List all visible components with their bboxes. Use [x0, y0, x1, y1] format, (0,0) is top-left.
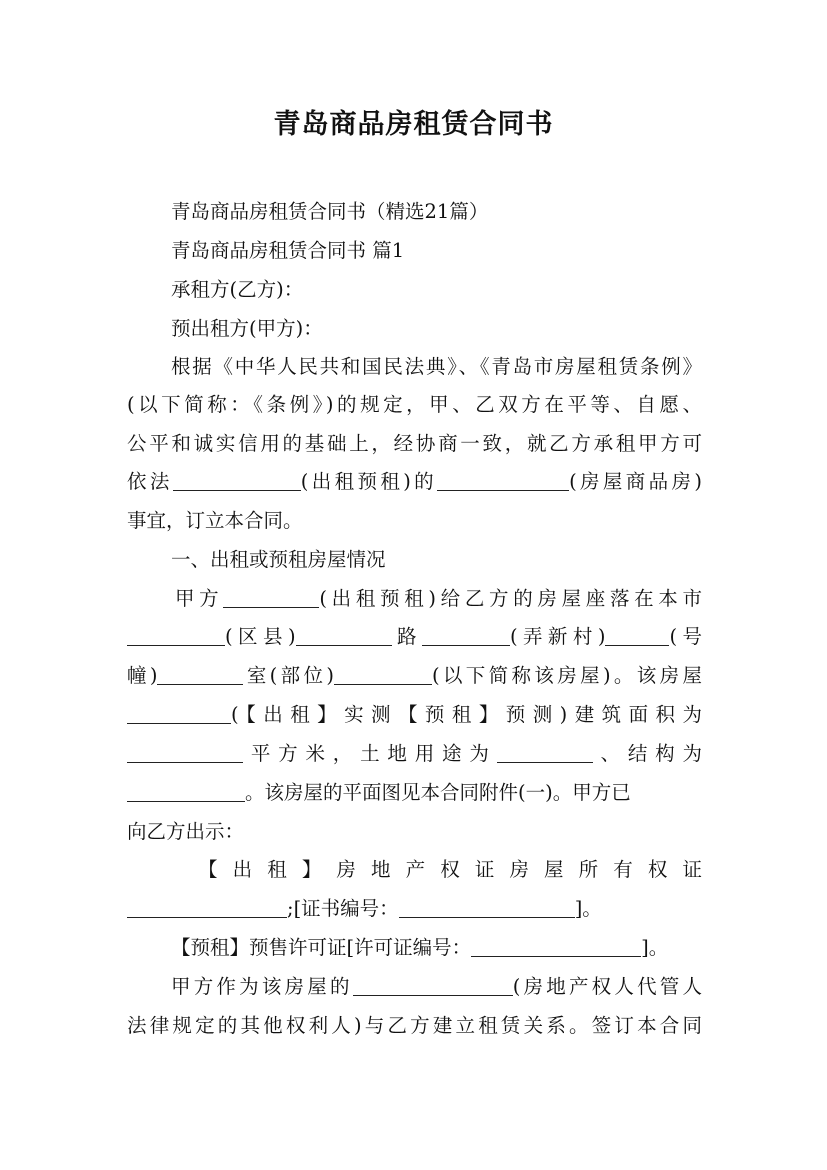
blank-field[interactable] [223, 587, 319, 608]
clause-line [127, 700, 702, 730]
blank-field[interactable] [353, 975, 513, 996]
text-run: 甲方 [175, 587, 224, 610]
paragraph-line: 公平和诚实信用的基础上，经协商一致，就乙方承租甲方可 [127, 432, 702, 455]
certificate-number-line [127, 894, 702, 924]
text-run: (房屋商品房) [569, 470, 702, 493]
text-run: ]。 [641, 936, 669, 959]
text-run: (房地产权人代管人 [512, 975, 702, 998]
blank-field[interactable] [127, 781, 245, 802]
clause-line [127, 622, 702, 652]
blank-field[interactable] [127, 625, 225, 646]
blank-field[interactable] [296, 625, 392, 646]
document-subtitle: 青岛商品房租赁合同书（精选21篇） [171, 200, 489, 223]
blank-field[interactable] [127, 703, 231, 724]
text-run: ]。 [574, 897, 602, 920]
text-run: 幢) [127, 664, 158, 687]
clause-line [127, 739, 702, 769]
text-run: 。该房屋的平面图见本合同附件(一)。甲方已 [245, 781, 631, 804]
text-run: (区县) [225, 625, 296, 648]
clause-heading: 一、出租或预租房屋情况 [171, 548, 386, 571]
blank-field[interactable] [471, 936, 641, 957]
blank-field[interactable] [497, 742, 593, 763]
paragraph-line [127, 467, 702, 497]
blank-field[interactable] [127, 742, 243, 763]
blank-field[interactable] [157, 664, 243, 685]
text-run: 平方米，土地用途为 [243, 742, 497, 765]
document-title: 青岛商品房租赁合同书 [273, 109, 554, 140]
paragraph-line: (以下简称：《条例》)的规定，甲、乙双方在平等、自愿、 [127, 393, 702, 416]
tenant-line: 承租方(乙方)： [171, 278, 304, 301]
clause-line [127, 661, 702, 691]
blank-field[interactable] [173, 470, 301, 491]
paragraph-line [171, 972, 702, 1002]
blank-field[interactable] [127, 897, 287, 918]
blank-field[interactable] [437, 470, 569, 491]
text-run: 室(部位) [243, 664, 334, 687]
paragraph-line: 事宜，订立本合同。 [127, 509, 303, 532]
text-run: (【出租】实测【预租】预测)建筑面积为 [231, 703, 702, 726]
presale-permit-line [171, 933, 746, 963]
text-run: (弄新村) [509, 625, 606, 648]
blank-field[interactable] [334, 664, 432, 685]
landlord-line: 预出租方(甲方)： [171, 317, 323, 340]
blank-field[interactable] [399, 897, 575, 918]
clause-line [175, 584, 702, 614]
text-run: 甲方作为该房屋的 [171, 975, 353, 998]
clause-line: 向乙方出示： [127, 820, 245, 843]
blank-field[interactable] [422, 625, 510, 646]
text-run: 、结构为 [592, 742, 702, 765]
text-run: (出租预租)给乙方的房屋座落在本市 [319, 587, 702, 610]
text-run: 【预租】预售许可证[许可证编号： [171, 936, 472, 959]
text-run: 依法 [127, 470, 173, 493]
paragraph-line: 根据《中华人民共和国民法典》、《青岛市房屋租赁条例》 [171, 355, 702, 378]
section-heading: 青岛商品房租赁合同书 篇1 [171, 239, 405, 262]
blank-field[interactable] [605, 625, 669, 646]
paragraph-line: 法律规定的其他权利人)与乙方建立租赁关系。签订本合同 [127, 1014, 702, 1037]
text-run: (出租预租)的 [300, 470, 438, 493]
clause-line [127, 778, 702, 808]
text-run: (号 [669, 625, 702, 648]
text-run: ;[证书编号： [287, 897, 399, 920]
text-run: (以下简称该房屋)。该房屋 [431, 664, 703, 687]
text-run: 路 [391, 625, 422, 648]
certificate-label: 【出租】房地产权证房屋所有权证 [198, 858, 702, 881]
